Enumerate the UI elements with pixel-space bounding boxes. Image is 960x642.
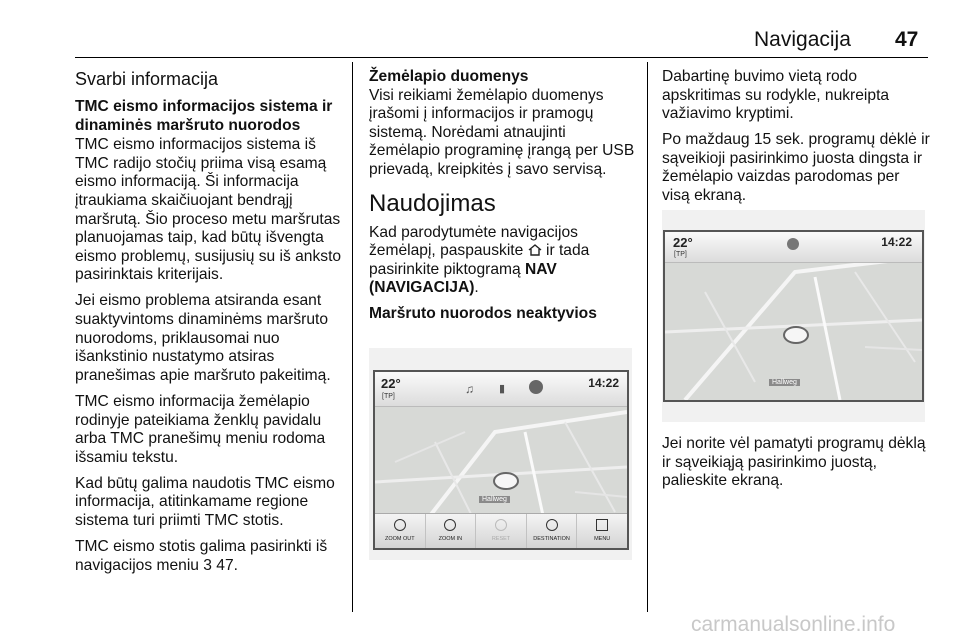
zoom-out-label: ZOOM OUT — [384, 536, 415, 542]
tp-indicator: [TP] — [382, 393, 395, 400]
nav-screen-fullmap[interactable] — [663, 230, 924, 402]
paragraph: Po maždaug 15 sek. programų dėklė ir sąveikioji pasirinkimo juosta dingsta ir žemėlapio vaizdas parodomas per visą ekraną. — [662, 131, 930, 205]
status-bar — [375, 372, 627, 407]
page-reference[interactable]: 3 47. — [203, 556, 238, 574]
temperature: 22° — [381, 376, 401, 391]
page-header-title: Navigacija — [754, 28, 851, 51]
position-marker-icon — [783, 326, 809, 344]
reset-label: RESET — [491, 536, 511, 542]
music-icon[interactable]: ♫ — [465, 382, 474, 396]
figure-screen-1 — [369, 348, 632, 560]
nav-label: NAV (NAVIGACIJA) — [369, 260, 557, 297]
paragraph: Jei eismo problema atsiranda esant suaktyvintoms dinaminėms maršruto nuorodoms, priklausomai nuo išankstinio nustatymo atsiras pranešimas apie maršruto pakeitimą. — [75, 292, 331, 384]
reset-button[interactable] — [476, 514, 527, 548]
column-1 — [75, 68, 345, 583]
destination-label: DESTINATION — [533, 536, 570, 542]
column-divider — [352, 62, 353, 612]
paragraph: Jei norite vėl pamatyti programų dėklą ir sąveikiąją pasirinkimo juostą, palieskite ekraną. — [662, 435, 926, 490]
temperature: 22° — [673, 235, 693, 250]
section-heading: Svarbi informacija — [75, 69, 219, 89]
nav-app-icon — [787, 238, 799, 250]
nav-screen[interactable] — [373, 370, 629, 550]
tp-indicator: [TP] — [674, 251, 687, 258]
column-3-bottom — [662, 435, 930, 498]
paragraph: Kad būtų galima naudotis TMC eismo informacija, atitinkamame regione sistema turi priimti TMC stotis. — [75, 474, 335, 529]
softkey-bar — [375, 513, 627, 548]
footer-watermark: carmanualsonline.info — [691, 613, 896, 636]
header-rule — [75, 57, 928, 58]
paragraph: TMC eismo informacijos sistema iš TMC radijo stočių priima visą esamą eismo informaciją. Ši informacija įtraukiama skaičiuojant bendrąjį maršrutą. Šio proceso metu maršrutas planuojamas taip, kad būtų išvengta eismo problemų, susijusių su iš anksto pasirinktais kriterijais. — [75, 136, 342, 284]
subheading: Maršruto nuorodos neaktyvios — [369, 305, 597, 323]
menu-button[interactable] — [577, 514, 627, 548]
paragraph-text: ir tada pasirinkite piktogramą — [369, 242, 590, 278]
column-3 — [662, 68, 930, 213]
paragraph-text: Kad parodytumėte navigacijos žemėlapį, paspauskite — [369, 223, 578, 260]
figure-screen-2 — [662, 210, 925, 422]
position-marker-icon — [493, 472, 519, 490]
page-number: 47 — [895, 28, 919, 51]
section-title: Naudojimas — [369, 189, 496, 217]
street-label: Hallweg — [769, 379, 800, 386]
clock: 14:22 — [588, 376, 619, 390]
nav-app-icon[interactable] — [529, 380, 543, 394]
zoom-in-label: ZOOM IN — [438, 536, 463, 542]
destination-button[interactable] — [527, 514, 578, 548]
paragraph: Visi reikiami žemėlapio duomenys įrašomi į informacijos ir pramogų sistemą. Norėdami atnaujinti žemėlapio programinę įrangą per USB prievadą, kreipkitės į savo servisą. — [369, 86, 635, 178]
subheading: TMC eismo informacijos sistema ir dinaminės maršruto nuorodos — [75, 98, 333, 134]
column-2 — [369, 68, 639, 324]
paragraph: Dabartinę buvimo vietą rodo apskritimas su rodykle, nukreipta važiavimo kryptimi. — [662, 68, 890, 123]
paragraph — [75, 538, 345, 575]
paragraph: TMC eismo informacija žemėlapio rodinyje pateikiama ženklų pavidalu arba TMC pranešimų meniu rodoma išsamiu tekstu. — [75, 392, 326, 466]
paragraph — [369, 224, 639, 298]
status-bar — [665, 232, 922, 263]
subheading: Žemėlapio duomenys — [369, 68, 529, 85]
clock: 14:22 — [881, 235, 912, 249]
zoom-in-button[interactable] — [426, 514, 477, 548]
paragraph-text: TMC eismo stotis galima pasirinkti iš navigacijos meniu — [75, 538, 328, 574]
menu-label: MENU — [594, 536, 611, 542]
street-label: Hallweg — [479, 496, 510, 503]
home-icon — [528, 244, 542, 256]
phone-icon[interactable]: ▮ — [499, 383, 506, 395]
zoom-out-button[interactable] — [375, 514, 426, 548]
column-divider — [647, 62, 648, 612]
punctuation: . — [474, 279, 479, 297]
